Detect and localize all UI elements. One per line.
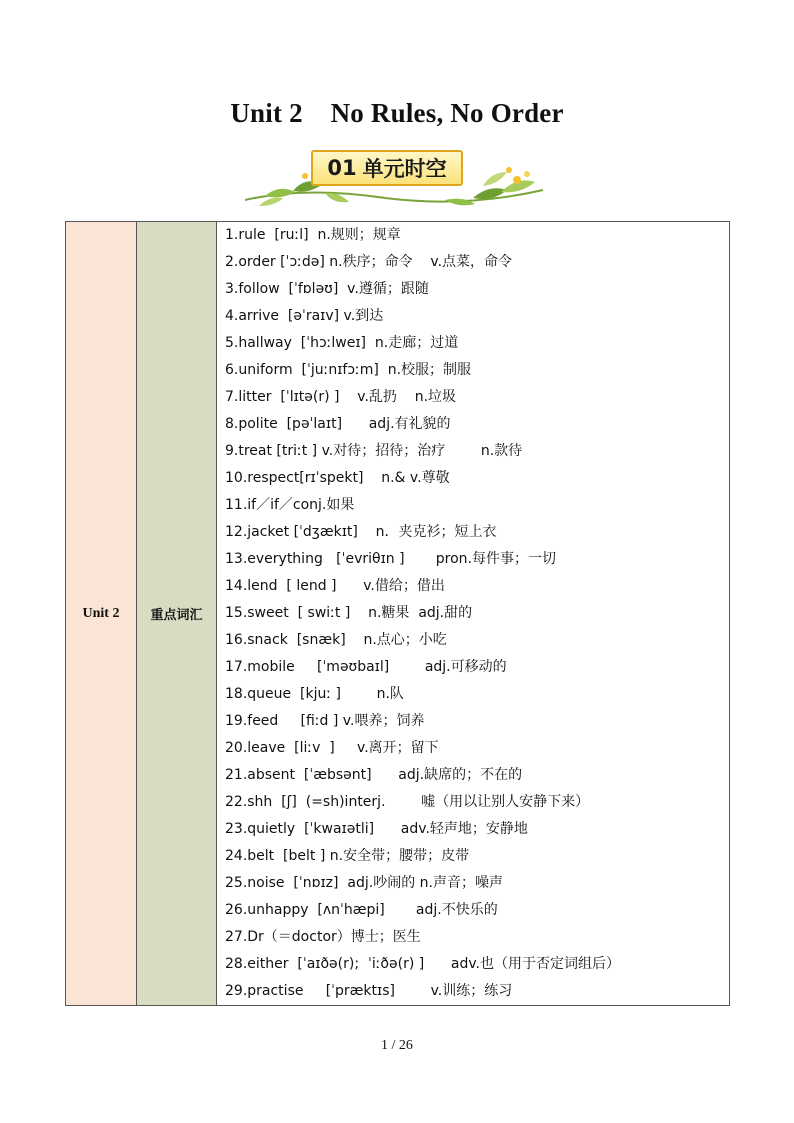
list-item: 18.queue [kjuː ] n.队 [225,686,404,702]
list-item: 16.snack [snæk] n.点心；小吃 [225,632,447,648]
list-item: 2.order [ˈɔːdə] n.秩序；命令 v.点菜，命令 [225,254,513,270]
page-title: Unit 2 No Rules, No Order [230,98,564,128]
list-item: 12.jacket [ˈdʒækɪt] n．夹克衫；短上衣 [225,524,497,540]
section-heading-box [311,150,463,186]
list-item: 28.either [ˈaɪðə(r); ˈiːðə(r) ] adv.也（用于否定词组后） [225,956,621,972]
list-item: 3.follow [ˈfɒləʊ] v.遵循；跟随 [225,281,429,297]
list-item: 22.shh [ʃ] (=sh)interj. 嘘（用以让别人安静下来） [225,794,590,810]
list-item: 25.noise [ˈnɒɪz] adj.吵闹的 n.声音；噪声 [225,875,503,891]
list-item: 23.quietly [ˈkwaɪətli] adv.轻声地；安静地 [225,821,528,837]
list-item: 5.hallway [ˈhɔːlweɪ] n.走廊；过道 [225,335,459,351]
list-item: 24.belt [belt ] n.安全带；腰带；皮带 [225,848,470,864]
list-item: 20.leave [liːv ] v.离开；留下 [225,740,439,756]
unit-cell: Unit 2 [66,222,137,1006]
vocabulary-table [65,221,730,1006]
list-item: 15.sweet [ swiːt ] n.糖果 adj.甜的 [225,605,473,621]
list-item: 29.practise [ˈpræktɪs] v.训练；练习 [225,983,513,999]
list-item: 21.absent [ˈæbsənt] adj.缺席的；不在的 [225,767,523,783]
list-item: 4.arrive [əˈraɪv] v.到达 [225,308,384,324]
page-number: 1 / 26 [381,1038,413,1053]
section-banner [245,146,545,210]
vocabulary-list [217,222,730,1006]
section-label: 单元时空 [362,157,447,181]
list-item: 26.unhappy [ʌnˈhæpi] adj.不快乐的 [225,902,498,918]
section-number: 01 [327,156,357,180]
list-item: 11.if／if／conj.如果 [225,497,355,513]
list-item: 10.respect[rɪˈspekt] n.& v.尊敬 [225,470,450,486]
list-item: 27.Dr（＝doctor）博士；医生 [225,929,421,945]
list-item: 8.polite [pəˈlaɪt] adj.有礼貌的 [225,416,451,432]
list-item: 19.feed [fiːd ] v.喂养；饲养 [225,713,425,729]
list-item: 7.litter [ˈlɪtə(r) ] v.乱扔 n.垃圾 [225,389,457,405]
category-cell: 重点词汇 [137,222,217,1006]
list-item: 13.everything [ˈevriθɪn ] pron.每件事；一切 [225,551,556,567]
list-item: 14.lend [ lend ] v.借给；借出 [225,578,445,594]
list-item: 17.mobile [ˈməʊbaɪl] adj.可移动的 [225,659,507,675]
list-item: 1.rule [ruːl] n.规则；规章 [225,227,401,243]
list-item: 6.uniform [ˈjuːnɪfɔːm] n.校服；制服 [225,362,472,378]
list-item: 9.treat [triːt ] v.对待；招待；治疗 n.款待 [225,443,523,459]
table-row [66,222,730,1006]
